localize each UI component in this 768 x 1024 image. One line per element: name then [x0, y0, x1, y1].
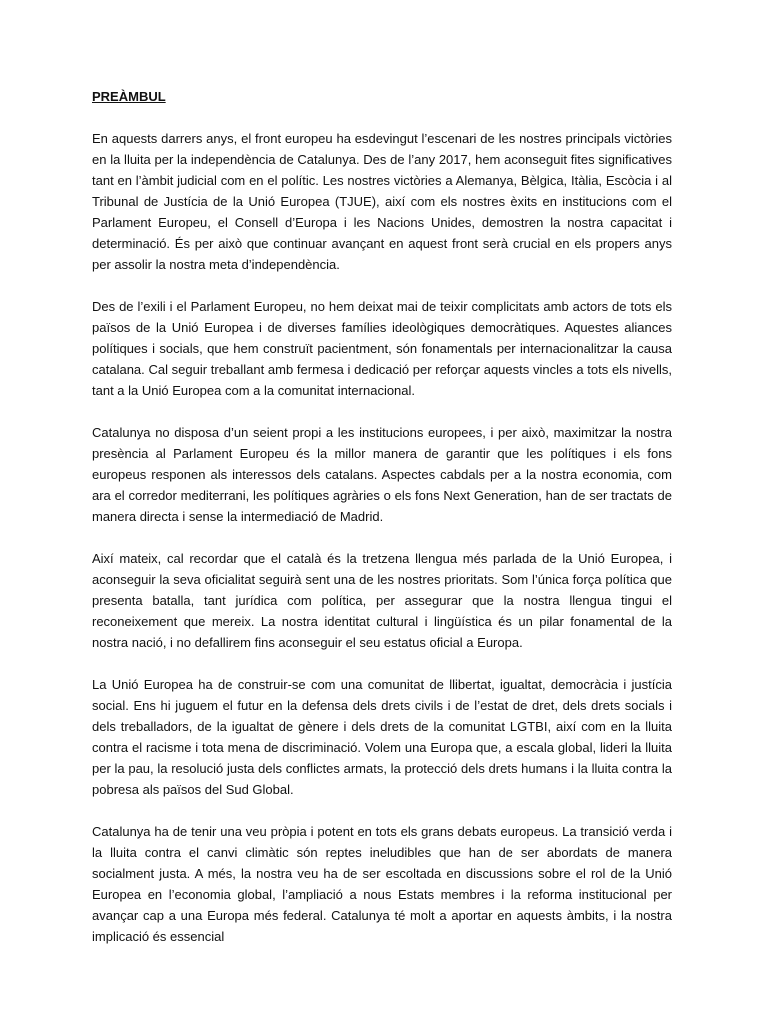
paragraph-1: En aquests darrers anys, el front europeu ha esdevingut l’escenari de les nostres principals victòries en la lluita per la independència de Catalunya. Des de l’any 2017, hem aconseguit fites significatives tant en l’àmbit judicial com en el polític. Les nostres victòries a Alemanya, Bèlgica, Itàlia, Escòcia i al Tribunal de Justícia de la Unió Europea (TJUE), així com els nostres èxits en institucions com el Parlament Europeu, el Consell d’Europa i les Nacions Unides, demostren la nostra capacitat i determinació. És per això que continuar avançant en aquest front serà crucial en els propers anys per assolir la nostra meta d’independència.	[92, 131, 672, 272]
document-body	[92, 86, 672, 968]
paragraph-2: Des de l’exili i el Parlament Europeu, no hem deixat mai de teixir complicitats amb actors de tots els països de la Unió Europea i de diverses famílies ideològiques democràtiques. Aquestes aliances polítiques i socials, que hem construït pacientment, són fonamentals per internacionalitzar la causa catalana. Cal seguir treballant amb fermesa i dedicació per reforçar aquests vincles a tots els nivells, tant a la Unió Europea com a la comunitat internacional.	[92, 299, 672, 398]
paragraph-5: La Unió Europea ha de construir-se com una comunitat de llibertat, igualtat, democràcia i justícia social. Ens hi juguem el futur en la defensa dels drets civils i de l’estat de dret, dels drets socials i dels treballadors, de la igualtat de gènere i dels drets de la comunitat LGTBI, així com en la lluita contra el racisme i tota mena de discriminació. Volem una Europa que, a escala global, lideri la lluita per la pau, la resolució justa dels conflictes armats, la protecció dels drets humans i la lluita contra la pobresa als països del Sud Global.	[92, 677, 672, 797]
paragraph-3: Catalunya no disposa d’un seient propi a les institucions europees, i per això, maximitzar la nostra presència al Parlament Europeu és la millor manera de garantir que les polítiques i els fons europeus responen als interessos dels catalans. Aspectes cabdals per a la nostra economia, com ara el corredor mediterrani, les polítiques agràries o els fons Next Generation, han de ser tractats de manera directa i sense la intermediació de Madrid.	[92, 425, 672, 524]
section-title: PREÀMBUL	[92, 89, 166, 104]
paragraph-6: Catalunya ha de tenir una veu pròpia i potent en tots els grans debats europeus. La transició verda i la lluita contra el canvi climàtic són reptes ineludibles que han de ser abordats de manera socialment justa. A més, la nostra veu ha de ser escoltada en discussions sobre el rol de la Unió Europea en l’economia global, l’ampliació a nous Estats membres i la reforma institucional per avançar cap a una Europa més federal. Catalunya té molt a aportar en aquests àmbits, i la nostra implicació és essencial	[92, 824, 672, 944]
paragraph-4: Així mateix, cal recordar que el català és la tretzena llengua més parlada de la Unió Europea, i aconseguir la seva oficialitat seguirà sent una de les nostres prioritats. Som l’única força política que presenta batalla, tant jurídica com política, per assegurar que la nostra llengua tingui el reconeixement que mereix. La nostra identitat cultural i lingüística és un pilar fonamental de la nostra nació, i no defallirem fins aconseguir el seu estatus oficial a Europa.	[92, 551, 672, 650]
